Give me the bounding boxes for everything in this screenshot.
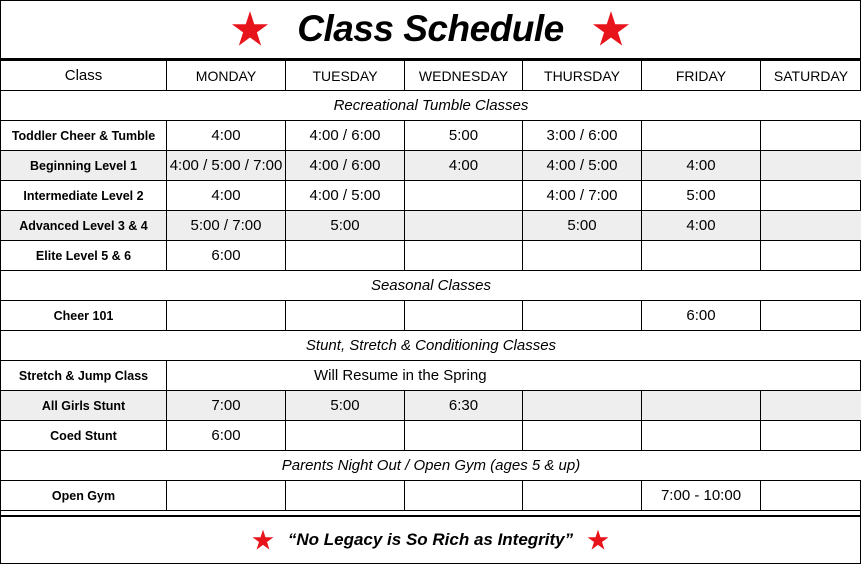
time-cell: 5:00 xyxy=(286,391,405,421)
time-cell xyxy=(761,241,861,271)
time-cell: 4:00 xyxy=(642,211,761,241)
table-row xyxy=(1,211,861,241)
class-name: Advanced Level 3 & 4 xyxy=(1,211,167,241)
column-header-saturday: SATURDAY xyxy=(761,61,861,91)
section-title: Seasonal Classes xyxy=(1,271,861,301)
column-header-class: Class xyxy=(1,61,167,91)
time-cell xyxy=(761,421,861,451)
star-icon xyxy=(252,529,274,551)
class-name: Intermediate Level 2 xyxy=(1,181,167,211)
time-cell xyxy=(523,391,642,421)
time-cell: 4:00 / 7:00 xyxy=(523,181,642,211)
schedule-table xyxy=(0,60,861,511)
time-cell: 4:00 / 5:00 xyxy=(523,151,642,181)
time-cell xyxy=(405,301,523,331)
class-name: Toddler Cheer & Tumble xyxy=(1,121,167,151)
time-cell xyxy=(405,211,523,241)
section-header xyxy=(1,271,861,301)
table-row xyxy=(1,301,861,331)
class-name: All Girls Stunt xyxy=(1,391,167,421)
title-bar xyxy=(0,0,861,60)
class-name: Cheer 101 xyxy=(1,301,167,331)
time-cell: 3:00 / 6:00 xyxy=(523,121,642,151)
time-cell: 5:00 xyxy=(405,121,523,151)
time-cell: 4:00 xyxy=(167,181,286,211)
class-name: Open Gym xyxy=(1,481,167,511)
time-cell xyxy=(405,421,523,451)
time-cell xyxy=(167,301,286,331)
page-title: Class Schedule xyxy=(297,8,564,49)
time-cell xyxy=(761,121,861,151)
star-icon xyxy=(587,529,609,551)
star-icon xyxy=(592,10,630,48)
time-cell xyxy=(405,481,523,511)
time-cell: 6:00 xyxy=(642,301,761,331)
table-row xyxy=(1,361,861,391)
time-cell: 4:00 xyxy=(167,121,286,151)
time-cell xyxy=(761,301,861,331)
time-cell xyxy=(523,241,642,271)
time-cell: 6:00 xyxy=(167,241,286,271)
table-row xyxy=(1,421,861,451)
column-header-monday: MONDAY xyxy=(167,61,286,91)
table-row xyxy=(1,241,861,271)
time-cell: 6:30 xyxy=(405,391,523,421)
time-cell xyxy=(761,181,861,211)
time-cell xyxy=(405,181,523,211)
time-cell xyxy=(642,241,761,271)
time-cell: 5:00 xyxy=(523,211,642,241)
class-name: Beginning Level 1 xyxy=(1,151,167,181)
time-cell: 5:00 xyxy=(642,181,761,211)
section-header xyxy=(1,331,861,361)
time-cell xyxy=(523,301,642,331)
time-cell xyxy=(761,211,861,241)
time-cell: 4:00 / 5:00 xyxy=(286,181,405,211)
footer xyxy=(0,515,861,562)
section-header xyxy=(1,91,861,121)
table-row xyxy=(1,391,861,421)
section-header xyxy=(1,451,861,481)
time-cell: 7:00 - 10:00 xyxy=(642,481,761,511)
section-title: Stunt, Stretch & Conditioning Classes xyxy=(1,331,861,361)
time-cell xyxy=(523,481,642,511)
time-cell xyxy=(167,481,286,511)
table-row xyxy=(1,481,861,511)
time-cell: 4:00 / 5:00 / 7:00 xyxy=(167,151,286,181)
class-name: Coed Stunt xyxy=(1,421,167,451)
class-name: Stretch & Jump Class xyxy=(1,361,167,391)
time-cell: 5:00 xyxy=(286,211,405,241)
time-cell xyxy=(642,121,761,151)
time-cell xyxy=(286,481,405,511)
time-cell: 4:00 / 6:00 xyxy=(286,121,405,151)
class-name: Elite Level 5 & 6 xyxy=(1,241,167,271)
time-cell: 6:00 xyxy=(167,421,286,451)
time-cell: 5:00 / 7:00 xyxy=(167,211,286,241)
column-header-friday: FRIDAY xyxy=(642,61,761,91)
time-cell xyxy=(761,151,861,181)
time-cell: 4:00 xyxy=(642,151,761,181)
time-cell: 7:00 xyxy=(167,391,286,421)
table-row xyxy=(1,151,861,181)
time-cell xyxy=(523,421,642,451)
time-cell xyxy=(761,481,861,511)
column-header-thursday: THURSDAY xyxy=(523,61,642,91)
table-row xyxy=(1,181,861,211)
star-icon xyxy=(231,10,269,48)
section-title: Recreational Tumble Classes xyxy=(1,91,861,121)
time-cell xyxy=(761,391,861,421)
table-row xyxy=(1,121,861,151)
time-cell: 4:00 xyxy=(405,151,523,181)
time-cell xyxy=(405,241,523,271)
time-cell xyxy=(642,391,761,421)
time-cell xyxy=(286,241,405,271)
time-cell: 4:00 / 6:00 xyxy=(286,151,405,181)
time-cell xyxy=(286,301,405,331)
section-title: Parents Night Out / Open Gym (ages 5 & up) xyxy=(1,451,861,481)
time-cell xyxy=(642,421,761,451)
column-header-wednesday: WEDNESDAY xyxy=(405,61,523,91)
header-row xyxy=(1,61,861,91)
footer-quote: “No Legacy is So Rich as Integrity” xyxy=(287,529,574,549)
time-cell xyxy=(286,421,405,451)
column-header-tuesday: TUESDAY xyxy=(286,61,405,91)
resume-note: Will Resume in the Spring xyxy=(167,361,861,391)
